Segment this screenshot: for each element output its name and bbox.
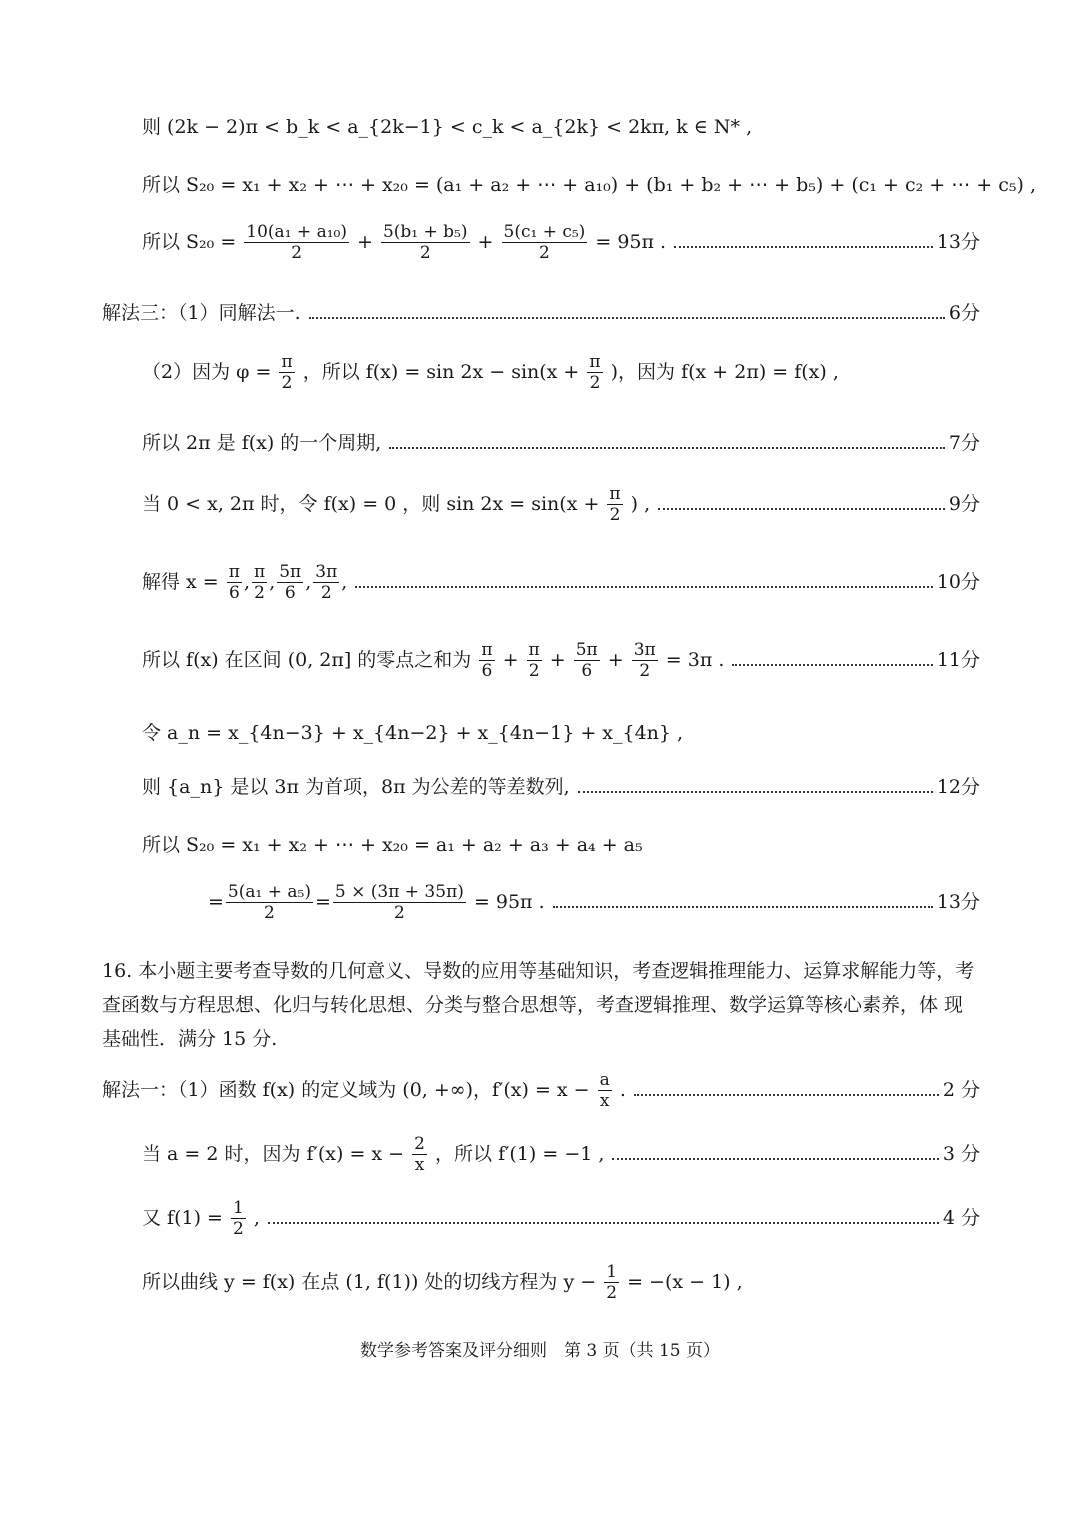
fraction: $\frac{\pi}{2}$ [589, 352, 601, 394]
score-label: 9分 [948, 492, 980, 515]
line-period: 所以 2π 是 f(x) 的一个周期, 7分 [142, 428, 980, 455]
fraction: $\frac{2}{x}$ [414, 1134, 425, 1176]
fraction: $\frac{\pi}{2}$ [609, 484, 621, 526]
score-label: 2 分 [942, 1078, 980, 1101]
score-label: 11分 [936, 648, 980, 671]
fraction: $\frac{a}{x}$ [599, 1070, 610, 1112]
line-zero-sum: 所以 f(x) 在区间 (0, 2π] 的零点之和为 $\frac{\pi}{6}$ + $\frac{\pi}{2}$ + $\frac{5\pi}{6}$ + $\frac{3\pi}{2}$ = 3π . 11分 [142, 640, 980, 682]
line-tangent: 所以曲线 y = f(x) 在点 (1, f(1)) 处的切线方程为 y − $\frac{1}{2}$ = −(x − 1) , [142, 1262, 743, 1304]
score-label: 4 分 [942, 1206, 980, 1229]
line-derivative-a2: 当 a = 2 时，因为 f′(x) = x − $\frac{2}{x}$ ，所以 f′(1) = −1 , 3 分 [142, 1134, 980, 1176]
line-phi: （2）因为 φ = $\frac{\pi}{2}$ ，所以 f(x) = sin 2x − sin(x + $\frac{\pi}{2}$ )，因为 f(x + 2π) = f(x) , [142, 352, 839, 394]
dotted-leader [634, 1094, 939, 1096]
dotted-leader [674, 246, 933, 248]
method-label: 解法三：（1）同解法一. [102, 302, 301, 324]
dotted-leader [268, 1222, 939, 1224]
fraction: $\frac{\text{5(b₁ + b₅)}}{2}$ [382, 222, 468, 264]
dotted-leader [578, 791, 933, 793]
fraction: $\frac{1}{2}$ [606, 1262, 618, 1304]
dotted-leader [309, 317, 945, 319]
line-method3-part1 [102, 298, 980, 325]
dotted-leader [658, 508, 945, 510]
line-arith-seq: 则 {a_n} 是以 3π 为首项，8π 为公差的等差数列, 12分 [142, 772, 980, 799]
dotted-leader [553, 906, 933, 908]
score-label: 10分 [936, 570, 980, 593]
score-label: 7分 [948, 432, 980, 454]
score-label: 13分 [936, 230, 980, 253]
line-s20-final: = $\frac{\text{5(a₁ + a₅)}}{2}$ = $\frac{5 \times (3\pi + 35\pi)}{2}$ = 95π . 13分 [208, 882, 980, 924]
score-label: 3 分 [942, 1142, 980, 1165]
dotted-leader [355, 586, 932, 588]
eq-prefix: 所以 S₂₀ = [142, 230, 237, 253]
score-label: 13分 [936, 890, 980, 913]
eq-suffix: = 95π . [595, 230, 667, 253]
fraction: $\frac{\text{10(a₁ + a₁₀)}}{2}$ [246, 222, 347, 264]
line-domain: 解法一：（1）函数 f(x) 的定义域为 (0, +∞)，f′(x) = x − $\frac{a}{x}$ . 2 分 [102, 1070, 980, 1112]
dotted-leader [612, 1158, 938, 1160]
fraction: $\frac{5 \times (3\pi + 35\pi)}{2}$ [334, 882, 464, 924]
score-label: 6分 [948, 302, 980, 324]
score-label: 12分 [936, 776, 980, 798]
line-s20-split: 所以 S₂₀ = x₁ + x₂ + ⋯ + x₂₀ = (a₁ + a₂ + ⋯ + a₁₀) + (b₁ + b₂ + ⋯ + b₅) + (c₁ + c₂ + ⋯ + c₅) , [142, 174, 1037, 196]
line-s20-sum: 所以 S₂₀ = x₁ + x₂ + ⋯ + x₂₀ = a₁ + a₂ + a₃ + a₄ + a₅ [142, 834, 643, 856]
question-16-intro: 16. 本小题主要考查导数的几何意义、导数的应用等基础知识，考查逻辑推理能力、运算求解能力等，考查函数与方程思想、化归与转化思想、分类与整合思想等，考查逻辑推理、数学运算等核心素养，体 现基础性．满分 15 分. [102, 960, 975, 1050]
fraction: $\frac{\text{5(c₁ + c₅)}}{2}$ [503, 222, 586, 264]
line-zeros-eq: 当 0 < x, 2π 时，令 f(x) = 0 ，则 sin 2x = sin(x + $\frac{\pi}{2}$ ) , 9分 [142, 484, 980, 526]
page-footer: 数学参考答案及评分细则 第 3 页（共 15 页） [359, 1341, 721, 1361]
line-f1: 又 f(1) = $\frac{1}{2}$ , 4 分 [142, 1198, 980, 1240]
line-s20-result: 所以 S₂₀ = $\frac{\text{10(a₁ + a₁₀)}}{2}$ + $\frac{\text{5(b₁ + b₅)}}{2}$ + $\frac{\text{5(c₁ + c₅)}}{2}$ = 95π . 13分 [142, 222, 980, 264]
fraction: $\frac{\text{5(a₁ + a₅)}}{2}$ [227, 882, 311, 924]
line-bk-inequality: 则 (2k − 2)π < b_k < a_{2k−1} < c_k < a_{2k} < 2kπ, k ∈ N* , [142, 116, 753, 138]
line-an-def: 令 a_n = x_{4n−3} + x_{4n−2} + x_{4n−1} + x_{4n} , [142, 722, 684, 744]
line-solutions: 解得 x = $\frac{\pi}{6}$ , $\frac{\pi}{2}$ , $\frac{5\pi}{6}$ , $\frac{3\pi}{2}$ , 10分 [142, 562, 980, 604]
dotted-leader [732, 664, 932, 666]
fraction: $\frac{1}{2}$ [233, 1198, 244, 1240]
dotted-leader [389, 447, 945, 449]
fraction: $\frac{\pi}{2}$ [281, 352, 293, 394]
